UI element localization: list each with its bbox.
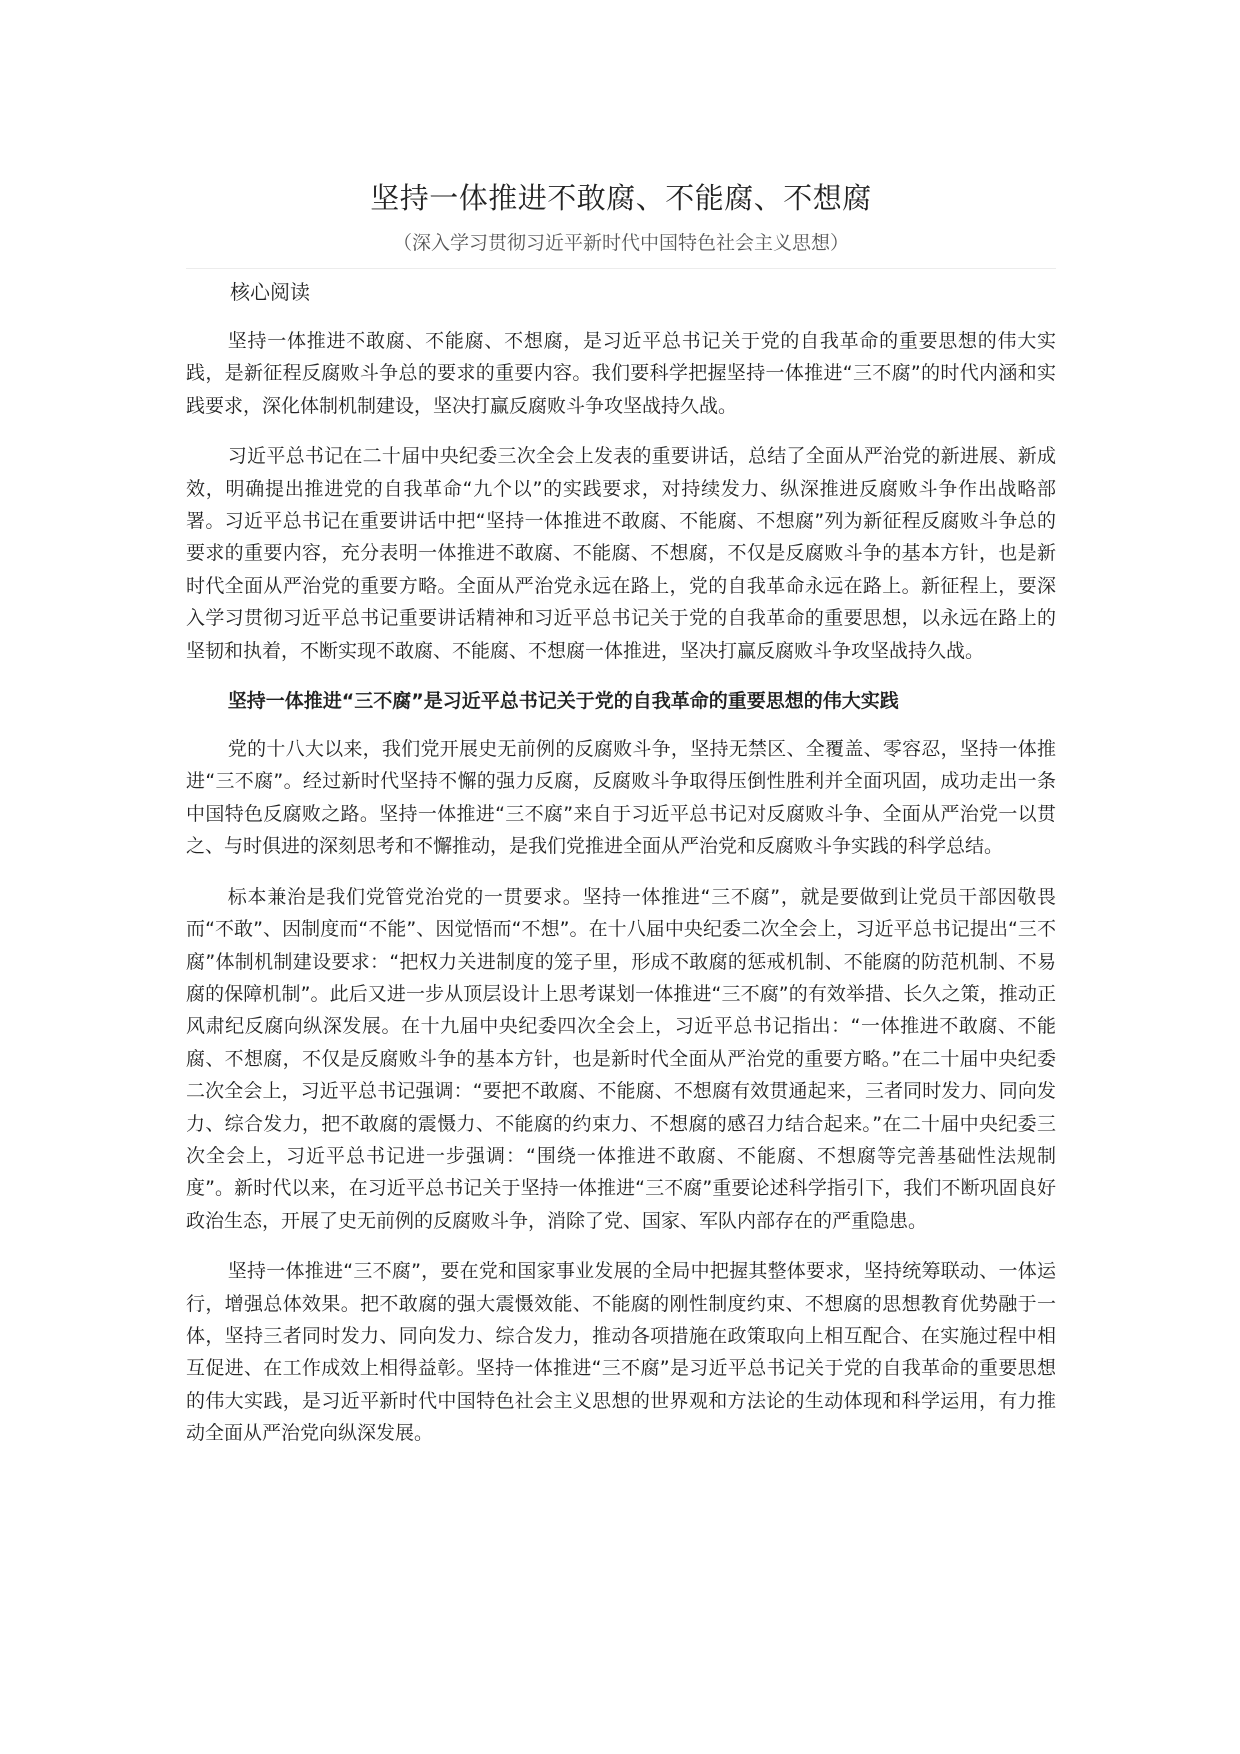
section-paragraph-2: 标本兼治是我们党管党治党的一贯要求。坚持一体推进“三不腐”，就是要做到让党员干部因敬畏而“不敢”、因制度而“不能”、因觉悟而“不想”。在十八届中央纪委二次全会上，习近平总书记提出“三不腐”体制机制建设要求：“把权力关进制度的笼子里，形成不敢腐的惩戒机制、不能腐的防范机制、不易腐的保障机制”。此后又进一步从顶层设计上思考谋划一体推进“三不腐”的有效举措、长久之策，推动正风肃纪反腐向纵深发展。在十九届中央纪委四次全会上，习近平总书记指出：“一体推进不敢腐、不能腐、不想腐，不仅是反腐败斗争的基本方针，也是新时代全面从严治党的重要方略。”在二十届中央纪委二次全会上，习近平总书记强调：“要把不敢腐、不能腐、不想腐有效贯通起来，三者同时发力、同向发力、综合发力，把不敢腐的震慑力、不能腐的约束力、不想腐的感召力结合起来。”在二十届中央纪委三次全会上，习近平总书记进一步强调：“围绕一体推进不敢腐、不能腐、不想腐等完善基础性法规制度”。新时代以来，在习近平总书记关于坚持一体推进“三不腐”重要论述科学指引下，我们不断巩固良好政治生态，开展了史无前例的反腐败斗争，消除了党、国家、军队内部存在的严重隐患。 [186,885,1056,1232]
article [186,172,1056,1468]
section-heading: 坚持一体推进“三不腐”是习近平总书记关于党的自我革命的重要思想的伟大实践 [227,690,899,713]
intro-paragraph-2: 习近平总书记在二十届中央纪委三次全会上发表的重要讲话，总结了全面从严治党的新进展、新成效，明确提出推进党的自我革命“九个以”的实践要求，对持续发力、纵深推进反腐败斗争作出战略部署。习近平总书记在重要讲话中把“坚持一体推进不敢腐、不能腐、不想腐”列为新征程反腐败斗争总的要求的重要内容，充分表明一体推进不敢腐、不能腐、不想腐，不仅是反腐败斗争的基本方针，也是新时代全面从严治党的重要方略。全面从严治党永远在路上，党的自我革命永远在路上。新征程上，要深入学习贯彻习近平总书记重要讲话精神和习近平总书记关于党的自我革命的重要思想，以永远在路上的坚韧和执着，不断实现不敢腐、不能腐、不想腐一体推进，坚决打赢反腐败斗争攻坚战持久战。 [186,445,1056,662]
core-reading-label: 核心阅读 [230,280,310,304]
section-paragraph-1: 党的十八大以来，我们党开展史无前例的反腐败斗争，坚持无禁区、全覆盖、零容忍，坚持一体推进“三不腐”。经过新时代坚持不懈的强力反腐，反腐败斗争取得压倒性胜利并全面巩固，成功走出一条中国特色反腐败之路。坚持一体推进“三不腐”来自于习近平总书记对反腐败斗争、全面从严治党一以贯之、与时俱进的深刻思考和不懈推动，是我们党推进全面从严治党和反腐败斗争实践的科学总结。 [186,738,1056,858]
title-divider [186,268,1056,269]
section-paragraph-3: 坚持一体推进“三不腐”，要在党和国家事业发展的全局中把握其整体要求，坚持统筹联动、一体运行，增强总体效果。把不敢腐的强大震慑效能、不能腐的刚性制度约束、不想腐的思想教育优势融于一体，坚持三者同时发力、同向发力、综合发力，推动各项措施在政策取向上相互配合、在实施过程中相互促进、在工作成效上相得益彰。坚持一体推进“三不腐”是习近平总书记关于党的自我革命的重要思想的伟大实践，是习近平新时代中国特色社会主义思想的世界观和方法论的生动体现和科学运用，有力推动全面从严治党向纵深发展。 [186,1260,1056,1445]
intro-paragraph-1: 坚持一体推进不敢腐、不能腐、不想腐，是习近平总书记关于党的自我革命的重要思想的伟大实践，是新征程反腐败斗争总的要求的重要内容。我们要科学把握坚持一体推进“三不腐”的时代内涵和实践要求，深化体制机制建设，坚决打赢反腐败斗争攻坚战持久战。 [186,330,1056,417]
article-title: 坚持一体推进不敢腐、不能腐、不想腐 [370,181,872,215]
article-subtitle: （深入学习贯彻习近平新时代中国特色社会主义思想） [392,232,849,254]
